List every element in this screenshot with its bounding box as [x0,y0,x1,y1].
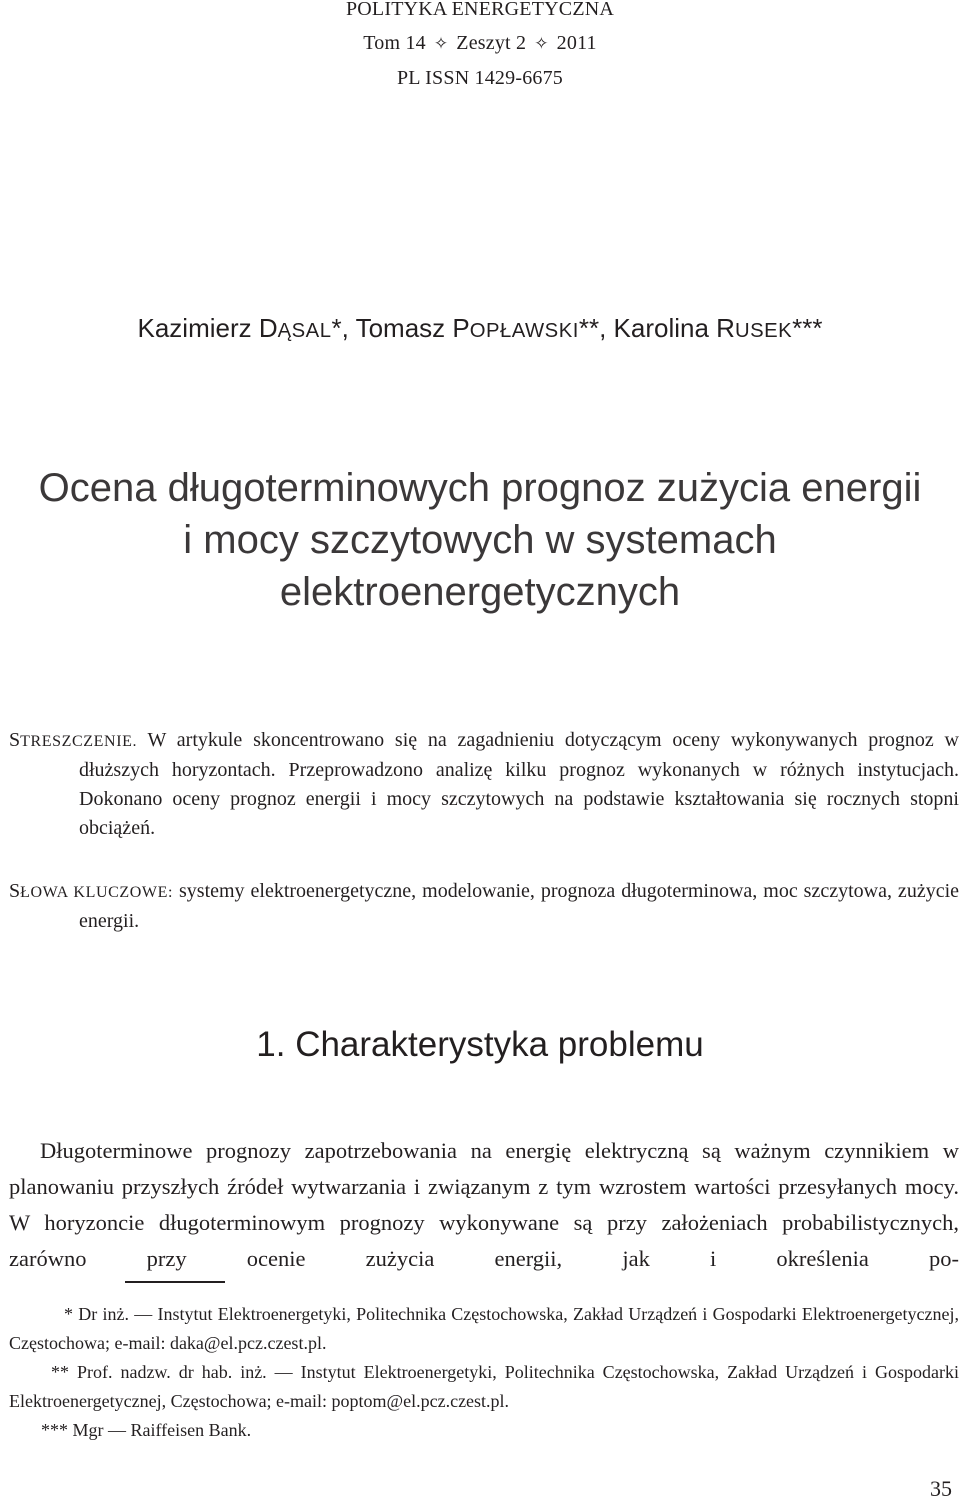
keywords [9,877,959,936]
abstract-label: STRESZCZENIE. [9,729,138,751]
footnote-divider [125,1281,225,1283]
journal-issue-line [0,26,960,61]
author-list: Kazimierz DĄSAL*, Tomasz POPŁAWSKI**, Karolina RUSEK*** [137,313,823,343]
journal-header [0,0,960,95]
author-name: Karolina RUSEK*** [613,313,823,343]
abstract [9,726,959,843]
keywords-label: SŁOWA KLUCZOWE: [9,880,174,902]
keywords-text: systemy elektroenergetyczne, modelowanie, prognoza długoterminowa, moc szczytowa, zużycie energii. [79,880,960,932]
footnotes [9,1300,959,1445]
author-name: Tomasz POPŁAWSKI** [355,313,600,343]
section-heading: 1. Charakterystyka problemu [256,1025,704,1064]
footnote: *** Mgr — Raiffeisen Bank. [41,1420,252,1440]
journal-name: POLITYKA ENERGETYCZNA [345,0,615,20]
journal-year: 2011 [556,32,597,54]
journal-issue: Zeszyt 2 [456,32,527,54]
article-title [0,462,960,618]
article-title-line: elektroenergetycznych [279,570,681,614]
four-pointed-star-icon: ✧ [433,34,449,54]
paragraph-text: Długoterminowe prognozy zapotrzebowania na energię elektryczną są ważnym czynnikiem w planowaniu przyszłych źródeł wytwarzania i związanym z tym wzrostem wartości przesyłanych mocy. W horyzoncie długoterminowym prognozy wykonywane są przy założeniach probabilistycznych, zarówno przy ocenie zużycia energii, jak i określenia po- [9,1138,959,1271]
journal-volume: Tom 14 [363,32,426,54]
author-name: Kazimierz DĄSAL* [137,313,342,343]
article-title-line: Ocena długoterminowych prognoz zużycia energii [38,466,922,510]
page-number: 35 [930,1476,952,1501]
four-pointed-star-icon: ✧ [534,34,549,54]
footnote: * Dr inż. — Instytut Elektroenergetyki, Politechnika Częstochowska, Zakład Urządzeń i Gospodarki Elektroenergetycznej, Częstochowa; e-mail: daka@el.pcz.czest.pl. [9,1304,959,1353]
article-title-line: i mocy szczytowych w systemach [183,518,777,562]
footnote: ** Prof. nadzw. dr hab. inż. — Instytut Elektroenergetyki, Politechnika Częstochowska, Zakład Urządzeń i Gospodarki Elektroenergetycznej, Częstochowa; e-mail: poptom@el.pcz.czest.pl. [9,1362,959,1411]
journal-issn: PL ISSN 1429-6675 [396,67,563,89]
body-paragraph [9,1133,959,1277]
abstract-text: W artykule skoncentrowano się na zagadnieniu dotyczącym oceny wykonywanych prognoz w dłuższych horyzontach. Przeprowadzono analizę kilku prognoz wykonanych w różnych instytucjach. Dokonano oceny prognoz energii i mocy szczytowych na podstawie kształtowania się rocznych stopni obciążeń. [79,729,959,839]
